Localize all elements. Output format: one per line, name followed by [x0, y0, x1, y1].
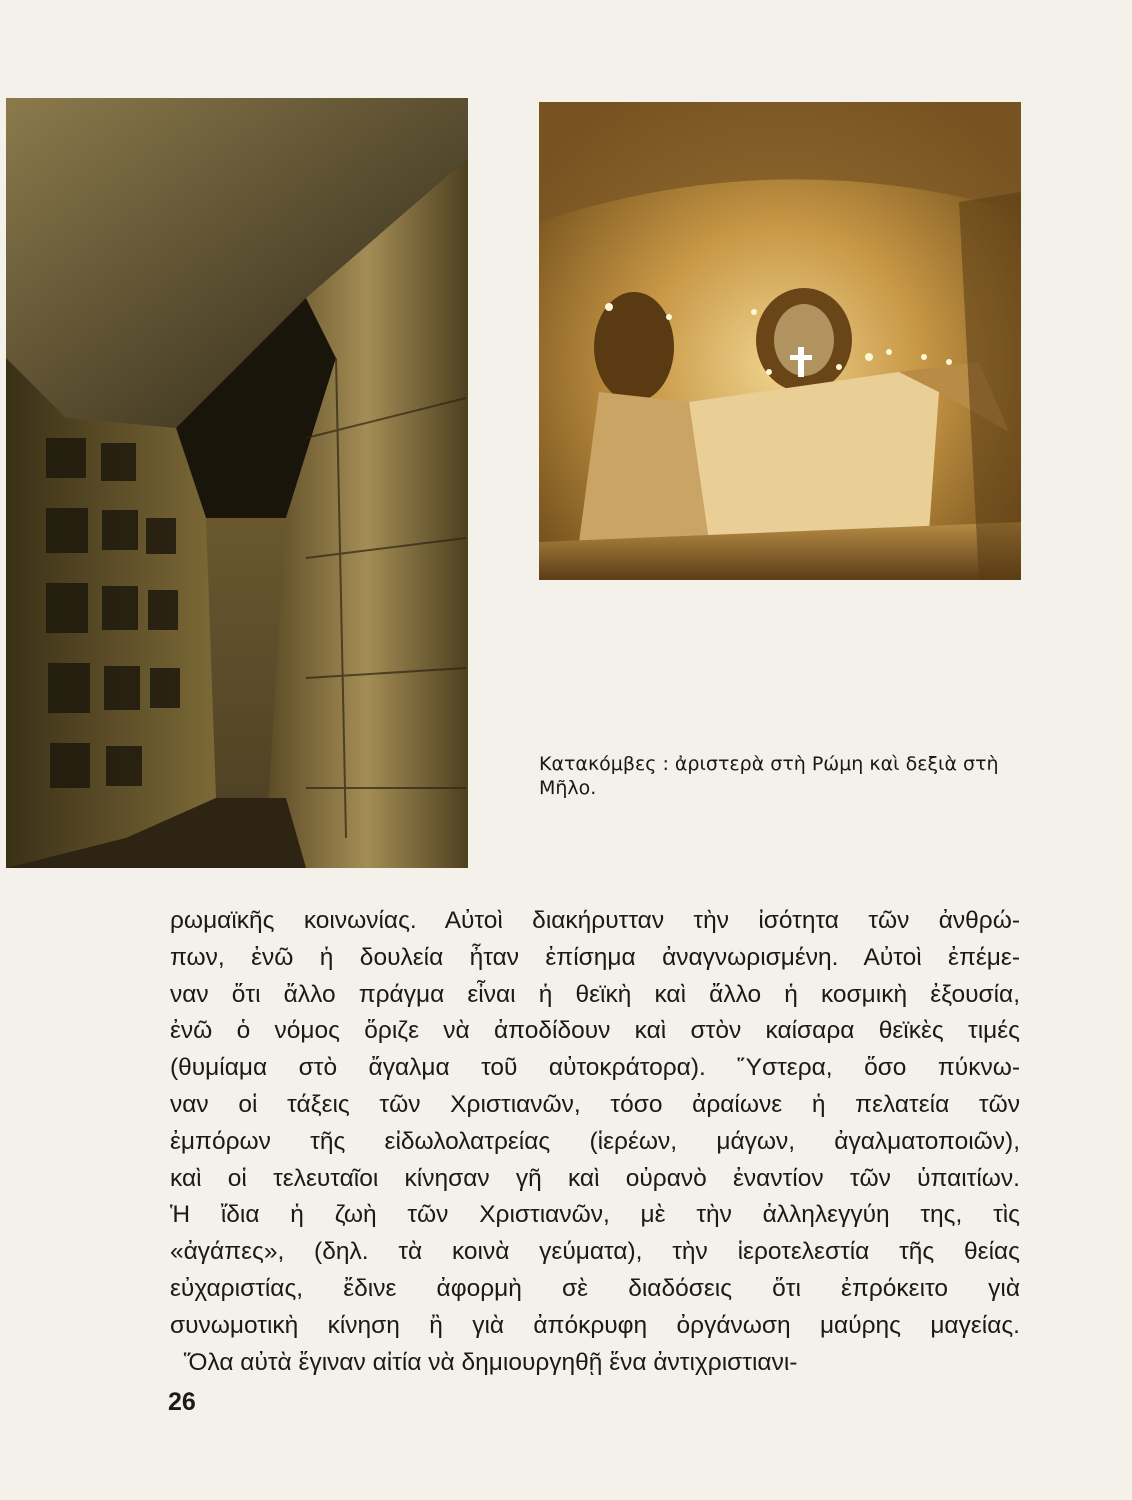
body-line: «ἀγάπες», (δηλ. τὰ κοινὰ γεύματα), τὴν ἱεροτελεστία τῆς θείας	[170, 1238, 1020, 1266]
catacomb-rome-photo	[6, 98, 468, 868]
body-line: Ὅλα αὐτὰ ἔγιναν αἰτία νὰ δημιουργηθῇ ἕνα ἀντιχριστιανι-	[170, 1348, 798, 1376]
body-text	[170, 903, 1020, 1381]
figure-caption: Κατακόμβες : ἀριστερὰ στὴ Ρώμη καὶ δεξιὰ στὴ Μῆλο.	[539, 753, 999, 799]
body-line: ἐμπόρων τῆς εἰδωλολατρείας (ἱερέων, μάγων, ἀγαλματοποιῶν),	[170, 1127, 1020, 1155]
catacomb-milos-photo	[539, 102, 1021, 580]
body-line: ναν οἱ τάξεις τῶν Χριστιανῶν, τόσο ἀραίωνε ἡ πελατεία τῶν	[170, 1090, 1020, 1118]
catacomb-rome-image	[6, 98, 468, 868]
body-line: (θυμίαμα στὸ ἄγαλμα τοῦ αὐτοκράτορα). Ὕστερα, ὅσο πύκνω-	[170, 1054, 1020, 1082]
catacomb-milos-image	[539, 102, 1021, 580]
body-line: πων, ἐνῶ ἡ δουλεία ἦταν ἐπίσημα ἀναγνωρισμένη. Αὐτοὶ ἐπέμε-	[170, 943, 1020, 971]
body-line: συνωμοτικὴ κίνηση ἢ γιὰ ἀπόκρυφη ὀργάνωση μαύρης μαγείας.	[170, 1311, 1020, 1339]
body-line: εὐχαριστίας, ἔδινε ἀφορμὴ σὲ διαδόσεις ὅτι ἐπρόκειτο γιὰ	[170, 1274, 1020, 1302]
body-line: ναν ὅτι ἄλλο πράγμα εἶναι ἡ θεϊκὴ καὶ ἄλλο ἡ κοσμικὴ ἐξουσία,	[170, 980, 1020, 1008]
body-line: καὶ οἱ τελευταῖοι κίνησαν γῆ καὶ οὐρανὸ ἐναντίον τῶν ὑπαιτίων.	[170, 1164, 1020, 1192]
body-line: Ἡ ἴδια ἡ ζωὴ τῶν Χριστιανῶν, μὲ τὴν ἀλληλεγγύη της, τὶς	[170, 1201, 1020, 1229]
body-line: ρωμαϊκῆς κοινωνίας. Αὐτοὶ διακήρυτταν τὴν ἰσότητα τῶν ἀνθρώ-	[170, 907, 1020, 934]
page-number: 26	[168, 1388, 196, 1416]
body-line: ἐνῶ ὁ νόμος ὅριζε νὰ ἀποδίδουν καὶ στὸν καίσαρα θεϊκὲς τιμές	[170, 1017, 1020, 1045]
